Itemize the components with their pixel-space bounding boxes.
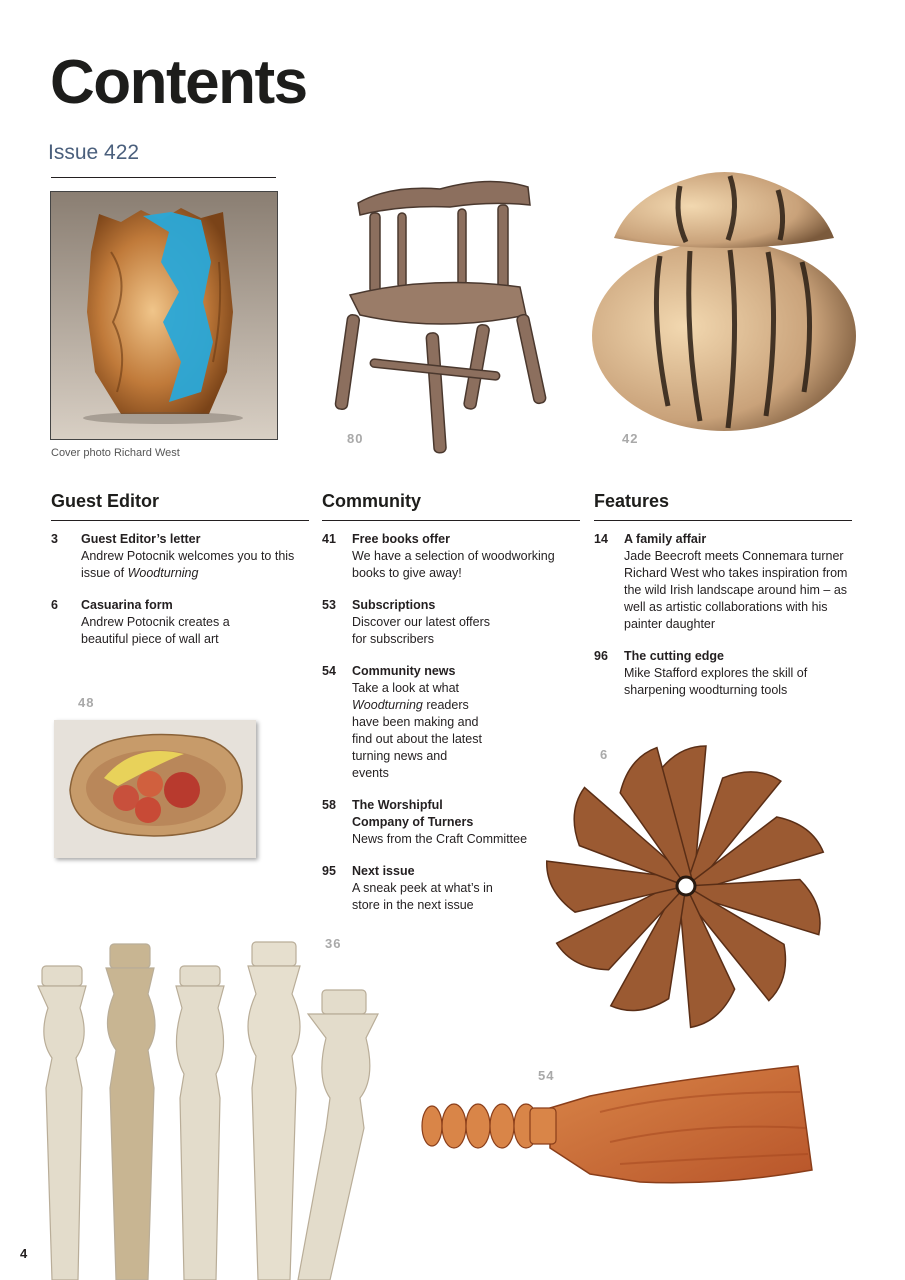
cover-photo	[50, 191, 278, 440]
contents-entry[interactable]	[322, 597, 580, 648]
entry-page: 96	[594, 649, 608, 663]
lidded-pot-page-label: 42	[622, 431, 639, 446]
section-title: Guest Editor	[51, 491, 309, 521]
contents-entry[interactable]	[594, 531, 852, 633]
section-title: Features	[594, 491, 852, 521]
entry-page: 14	[594, 532, 608, 546]
entry-title: Guest Editor’s letter	[81, 532, 201, 546]
entry-page: 3	[51, 532, 58, 546]
entry-title: Subscriptions	[352, 598, 436, 612]
contents-entry[interactable]	[322, 531, 580, 582]
issue-number: Issue 422	[48, 141, 140, 164]
paddle-photo	[420, 1062, 820, 1194]
wall-art-page-label: 6	[600, 747, 609, 762]
entry-desc: Andrew Potocnik creates a beautiful piece of wall art	[81, 615, 230, 646]
contents-entry[interactable]	[51, 531, 309, 582]
paddle-page-label: 54	[538, 1068, 555, 1083]
contents-entry[interactable]	[594, 648, 852, 699]
entry-page: 54	[322, 664, 336, 678]
spindles-page-label: 36	[325, 936, 342, 951]
entry-page: 6	[51, 598, 58, 612]
section-guest-editor	[51, 491, 309, 648]
entry-desc-italic: Woodturning	[352, 698, 423, 712]
entry-desc: We have a selection of woodworking books to give away!	[352, 549, 555, 580]
section-title: Community	[322, 491, 580, 521]
entry-desc: A sneak peek at what’s in store in the next issue	[352, 881, 493, 912]
entry-title: Community news	[352, 664, 456, 678]
entry-title: Next issue	[352, 864, 415, 878]
cover-caption: Cover photo Richard West	[51, 447, 180, 459]
page-title: Contents	[50, 48, 307, 117]
fruit-bowl-photo	[54, 720, 256, 858]
entry-desc: Andrew Potocnik welcomes you to this issue of	[81, 549, 295, 580]
entry-title: The Worshipful Company of Turners	[352, 798, 474, 829]
entry-desc: Take a look at what	[352, 681, 460, 695]
entry-title: Casuarina form	[81, 598, 173, 612]
contents-entry[interactable]	[51, 597, 309, 648]
entry-title: Free books offer	[352, 532, 450, 546]
entry-desc-italic: Woodturning	[127, 566, 199, 580]
entry-page: 53	[322, 598, 336, 612]
page-folio: 4	[20, 1246, 28, 1261]
fruit-bowl-page-label: 48	[78, 695, 95, 710]
entry-desc: Discover our latest offers for subscribers	[352, 615, 491, 646]
chair-photo	[330, 165, 560, 460]
spindles-photo	[30, 938, 390, 1280]
entry-page: 58	[322, 798, 336, 812]
entry-title: The cutting edge	[624, 649, 724, 663]
entry-title: A family affair	[624, 532, 707, 546]
wall-art-photo	[530, 740, 830, 1040]
lidded-pot-photo	[590, 166, 858, 434]
entry-desc: Mike Stafford explores the skill of sharpening woodturning tools	[624, 666, 808, 697]
entry-desc: News from the Craft Committee	[352, 832, 528, 846]
title-divider	[51, 177, 276, 178]
entry-desc: Jade Beecroft meets Connemara turner Richard West who takes inspiration from the wild Irish landscape around him – as well as artistic collaborations with his painter daughter	[624, 549, 848, 631]
entry-page: 95	[322, 864, 336, 878]
entry-desc-continued: readers have been making and find out about the latest turning news and events	[352, 698, 482, 780]
chair-page-label: 80	[347, 431, 364, 446]
entry-page: 41	[322, 532, 336, 546]
section-features	[594, 491, 852, 699]
